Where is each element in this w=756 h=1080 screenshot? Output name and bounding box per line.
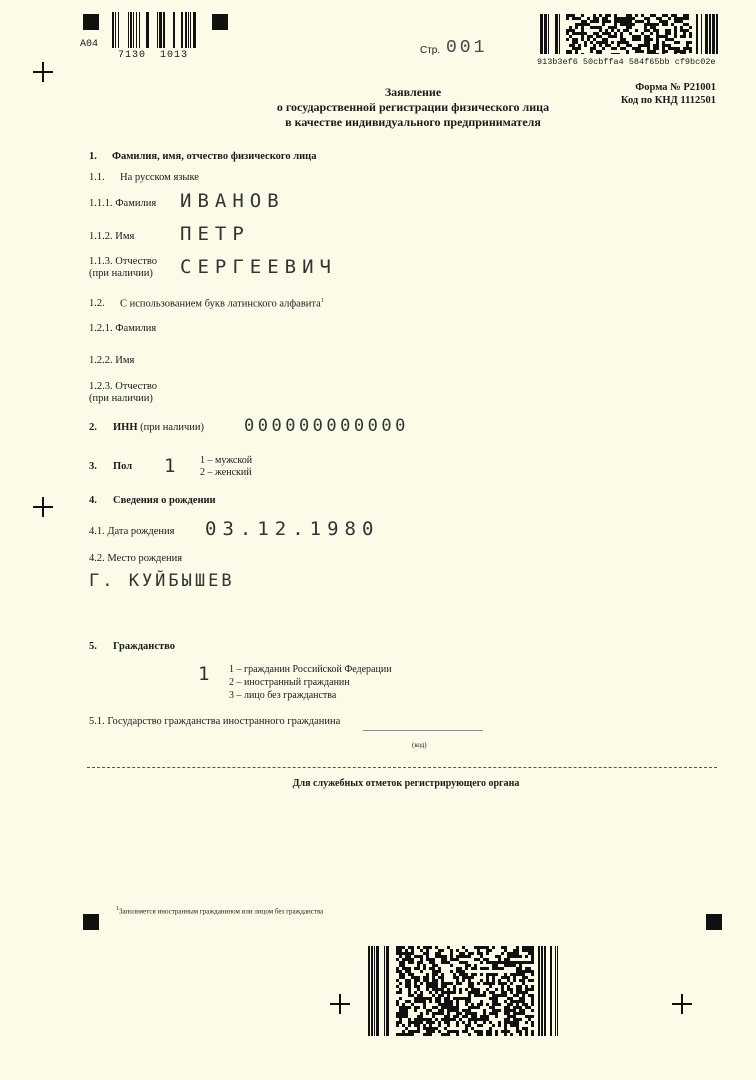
official-marks-label: Для служебных отметок регистрирующего органа <box>292 778 520 789</box>
registration-marker-top-left <box>83 14 99 30</box>
citizenship-option-1: 1 – гражданин Российской Федерации <box>229 664 392 675</box>
qr-barcode-bottom <box>368 946 560 1036</box>
surname-value[interactable]: ИВАНОВ <box>180 190 285 212</box>
section-1-heading: Фамилия, имя, отчество физического лица <box>112 151 317 162</box>
patronymic-note: (при наличии) <box>89 268 153 279</box>
section-1-2-label: С использованием букв латинского алфавита$^1$ <box>120 298 324 310</box>
lat-surname-label: 1.2.1. Фамилия <box>89 323 157 334</box>
document-title <box>0 85 756 130</box>
section-1-num: 1. <box>89 151 97 162</box>
registration-marker-top-mid <box>212 14 228 30</box>
crosshair-mid-left <box>33 497 53 517</box>
citizenship-value[interactable]: 1 <box>198 663 216 685</box>
crosshair-bottom-right <box>672 994 692 1014</box>
section-4-num: 4. <box>89 495 97 506</box>
citizenship-option-3: 3 – лицо без гражданства <box>229 690 337 701</box>
dob-label: 4.1. Дата рождения <box>89 526 175 537</box>
crosshair-bottom-left <box>330 994 350 1014</box>
section-1-1-label: На русском языке <box>120 172 199 183</box>
foreign-state-label: 5.1. Государство гражданства иностранного гражданина <box>89 716 341 727</box>
hash-text: 913b3ef6 50cbffa4 584f65bb cf9bc02e <box>537 57 716 67</box>
inn-value[interactable]: 000000000000 <box>244 416 409 436</box>
title-line-3: в качестве индивидуального предпринимателя <box>285 115 541 129</box>
section-2-num: 2. <box>89 422 97 433</box>
name-label: 1.1.2. Имя <box>89 231 135 242</box>
gender-option-1: 1 – мужской <box>200 455 253 466</box>
section-1-2-num: 1.2. <box>89 298 105 309</box>
pob-value[interactable]: Г. КУЙБЫШЕВ <box>89 571 235 591</box>
patronymic-value[interactable]: СЕРГЕЕВИЧ <box>180 256 337 278</box>
code-label: (код) <box>412 741 427 749</box>
dashed-separator <box>87 767 717 768</box>
crosshair-top-left <box>33 62 53 82</box>
title-line-2: о государственной регистрации физического лица <box>276 100 550 114</box>
gender-option-2: 2 – женский <box>200 467 252 478</box>
lat-patronymic-note: (при наличии) <box>89 393 153 404</box>
dob-value[interactable]: 03.12.1980 <box>205 518 380 540</box>
gender-label: Пол <box>113 461 133 472</box>
section-4-heading: Сведения о рождении <box>113 495 216 506</box>
section-3-num: 3. <box>89 461 97 472</box>
foreign-state-underline <box>363 730 483 731</box>
page-number: 001 <box>446 38 488 58</box>
patronymic-label: 1.1.3. Отчество <box>89 256 158 267</box>
title-line-1: Заявление <box>384 85 442 99</box>
gender-value[interactable]: 1 <box>164 455 182 477</box>
section-5-num: 5. <box>89 641 97 652</box>
section-5-heading: Гражданство <box>113 641 176 652</box>
lat-patronymic-label: 1.2.3. Отчество <box>89 381 158 392</box>
registration-marker-bottom-left <box>83 914 99 930</box>
name-value[interactable]: ПЕТР <box>180 223 250 245</box>
lat-name-label: 1.2.2. Имя <box>89 355 135 366</box>
page-label: Стр. <box>420 45 441 56</box>
registration-marker-bottom-right <box>706 914 722 930</box>
form-number: Форма № Р21001 <box>635 82 716 93</box>
citizenship-option-2: 2 – иностранный гражданин <box>229 677 350 688</box>
form-code-left: A04 <box>80 39 99 50</box>
barcode-top-left <box>112 12 198 48</box>
surname-label: 1.1.1. Фамилия <box>89 198 157 209</box>
footnote: 1Заполняется иностранным гражданином или лицом без гражданства <box>116 906 324 916</box>
barcode-number: 7130 1013 <box>118 50 189 61</box>
section-1-1-num: 1.1. <box>89 172 105 183</box>
qr-barcode-top-right <box>540 14 718 54</box>
inn-label: ИНН (при наличии) <box>113 422 204 433</box>
pob-label: 4.2. Место рождения <box>89 553 183 564</box>
knd-code: Код по КНД 1112501 <box>620 95 716 106</box>
